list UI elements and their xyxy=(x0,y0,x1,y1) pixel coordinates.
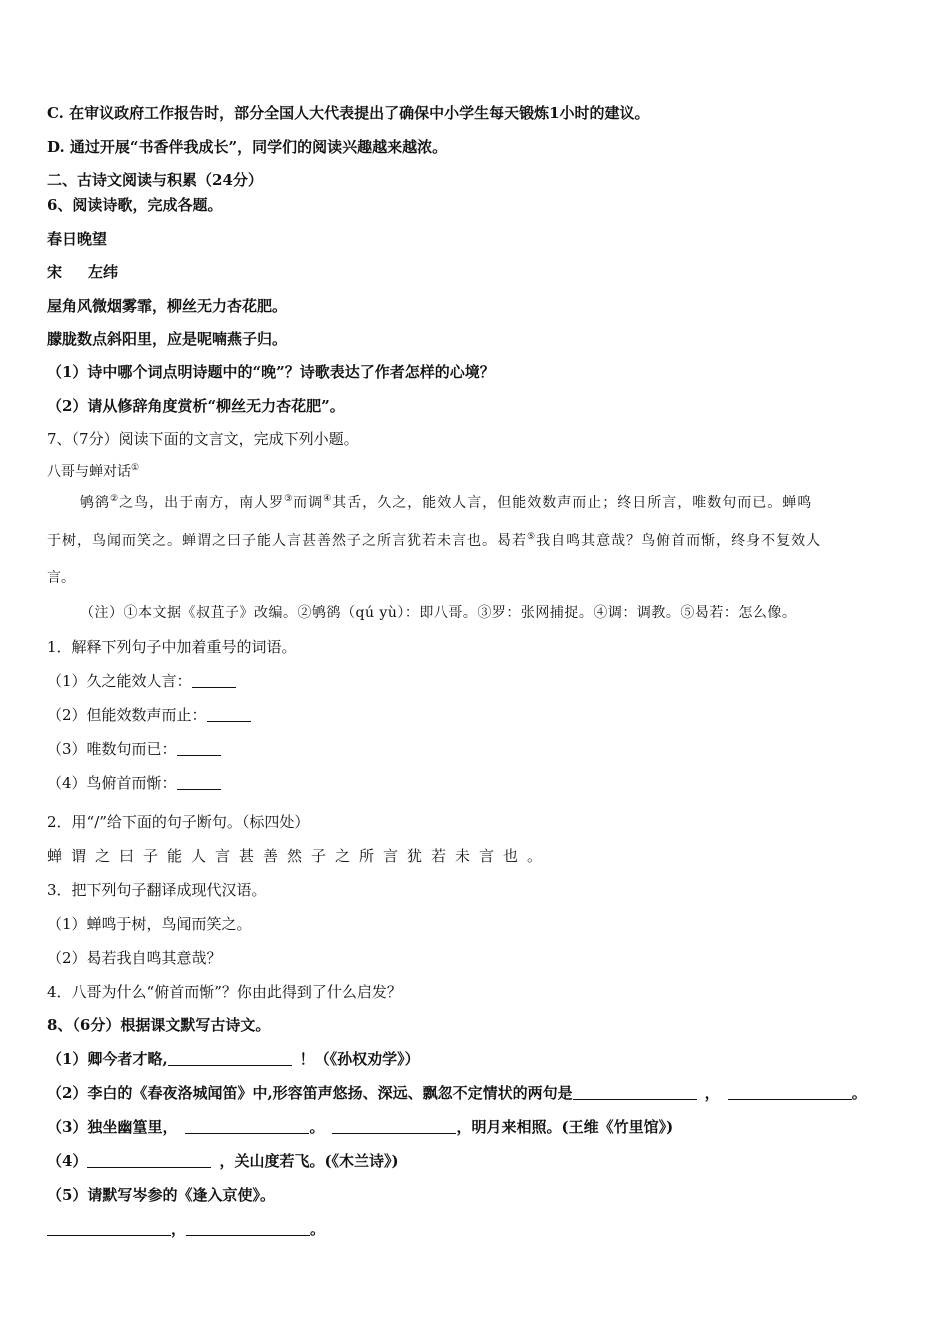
question-text: （3）唯数句而已： xyxy=(47,740,177,758)
q7-q1-4 xyxy=(47,773,221,793)
q8-sub-1 xyxy=(47,1049,420,1069)
answer-blank[interactable] xyxy=(186,1221,310,1236)
question-text: ，关山度若飞。(《木兰诗》) xyxy=(219,1152,399,1170)
q8-sub-4 xyxy=(47,1151,399,1171)
poem-author-line xyxy=(47,262,118,282)
section-title: 二、古诗文阅读与积累（24分） xyxy=(47,171,263,189)
passage-line-2 xyxy=(47,531,821,551)
passage-title xyxy=(47,462,139,482)
q8-sub-2 xyxy=(47,1083,867,1103)
q7-q2: 2．用“/”给下面的句子断句。（标四处） xyxy=(47,813,310,831)
poem-title: 春日晚望 xyxy=(47,230,108,248)
passage-text: 之鸟，出于南方，南人罗 xyxy=(119,495,285,511)
option-c: C. 在审议政府工作报告时，部分全国人大代表提出了确保中小学生每天锻炼1小时的建议。 xyxy=(47,104,650,122)
question-text: （2）但能效数声而止： xyxy=(47,706,207,724)
note-marker: ⑤ xyxy=(527,532,537,542)
q8-sub-5-blanks xyxy=(47,1219,325,1239)
q8-sub-3 xyxy=(47,1117,673,1137)
question-text: （2）李白的《春夜洛城闻笛》中,形容笛声悠扬、深远、飘忽不定情状的两句是 xyxy=(47,1084,573,1102)
question-text: （4）鸟俯首而惭： xyxy=(47,774,177,792)
answer-blank[interactable] xyxy=(177,741,221,756)
q6-sub-2: （2）请从修辞角度赏析“柳丝无力杏花肥”。 xyxy=(47,397,345,415)
q7-q3-1: （1）蝉鸣于树，鸟闻而笑之。 xyxy=(47,915,252,933)
q7-q1-2 xyxy=(47,705,251,725)
answer-blank[interactable] xyxy=(207,707,251,722)
q7-q2-sentence: 蝉谓之曰子能人言甚善然子之所言犹若未言也。 xyxy=(47,847,552,865)
question-text: ，明月来相照。(王维《竹里馆》) xyxy=(456,1118,674,1136)
q7-q3: 3．把下列句子翻译成现代汉语。 xyxy=(47,881,267,899)
passage-text: 其舌，久之，能效人言，但能效数声而止；终日所言，唯数句而已。蝉鸣 xyxy=(332,495,813,511)
answer-blank[interactable] xyxy=(87,1153,211,1168)
note-marker: ① xyxy=(131,463,140,473)
option-d: D. 通过开展“书香伴我成长”，同学们的阅读兴趣越来越浓。 xyxy=(47,138,448,156)
question-text: 。 xyxy=(310,1220,326,1238)
q8-prompt: 8、（6分）根据课文默写古诗文。 xyxy=(47,1016,271,1034)
answer-blank[interactable] xyxy=(728,1085,852,1100)
note-marker: ④ xyxy=(323,494,333,504)
poem-author: 左纬 xyxy=(88,263,119,281)
answer-blank[interactable] xyxy=(192,673,236,688)
passage-note: （注）①本文据《叔苴子》改编。②鸲鹆（qú yù）：即八哥。③罗：张网捕捉。④调：调教。⑤曷若：怎么像。 xyxy=(80,605,797,621)
answer-blank[interactable] xyxy=(177,775,221,790)
q8-sub-5: （5）请默写岑参的《逢入京使》。 xyxy=(47,1186,275,1204)
passage-text: 我自鸣其意哉？鸟俯首而惭，终身不复效人 xyxy=(536,533,822,549)
passage-text: 于树，鸟闻而笑之。蝉谓之曰子能人言甚善然子之所言犹若未言也。曷若 xyxy=(47,533,527,549)
answer-blank[interactable] xyxy=(185,1119,309,1134)
answer-blank[interactable] xyxy=(47,1221,171,1236)
q7-q1-3 xyxy=(47,739,221,759)
q7-q1-1 xyxy=(47,671,236,691)
note-marker: ② xyxy=(110,494,120,504)
q7-prompt: 7、（7分）阅读下面的文言文，完成下列小题。 xyxy=(47,430,359,448)
passage-title-text: 八哥与蝉对话 xyxy=(47,464,131,480)
question-text: （3）独坐幽篁里， xyxy=(47,1118,178,1136)
q7-q4: 4．八哥为什么“俯首而惭”？你由此得到了什么启发？ xyxy=(47,983,402,1001)
question-text: （1）卿今者才略, xyxy=(47,1050,168,1068)
question-text: ！（《孙权劝学》） xyxy=(299,1050,420,1068)
passage-text: 而调 xyxy=(293,495,324,511)
answer-blank[interactable] xyxy=(168,1051,292,1066)
passage-line-3: 言。 xyxy=(47,570,75,586)
poem-line-2: 朦胧数点斜阳里，应是呢喃燕子归。 xyxy=(47,330,288,348)
question-text: （1）久之能效人言： xyxy=(47,672,192,690)
question-text: ， xyxy=(171,1220,187,1238)
question-text: 。 xyxy=(851,1084,867,1102)
note-marker: ③ xyxy=(284,494,294,504)
q6-prompt: 6、阅读诗歌，完成各题。 xyxy=(47,196,223,214)
passage-line-1 xyxy=(80,493,812,513)
q7-q1: 1．解释下列句子中加着重号的词语。 xyxy=(47,638,297,656)
q6-sub-1: （1）诗中哪个词点明诗题中的“晚”？诗歌表达了作者怎样的心境？ xyxy=(47,363,495,381)
q7-q3-2: （2）曷若我自鸣其意哉？ xyxy=(47,949,222,967)
poem-dynasty: 宋 xyxy=(47,263,63,281)
question-text: 。 xyxy=(309,1118,325,1136)
answer-blank[interactable] xyxy=(573,1085,697,1100)
poem-line-1: 屋角风微烟雾霏，柳丝无力杏花肥。 xyxy=(47,297,288,315)
answer-blank[interactable] xyxy=(332,1119,456,1134)
question-text: ， xyxy=(704,1084,720,1102)
passage-text: 鸲鹆 xyxy=(80,495,110,511)
question-text: （4） xyxy=(47,1152,88,1170)
